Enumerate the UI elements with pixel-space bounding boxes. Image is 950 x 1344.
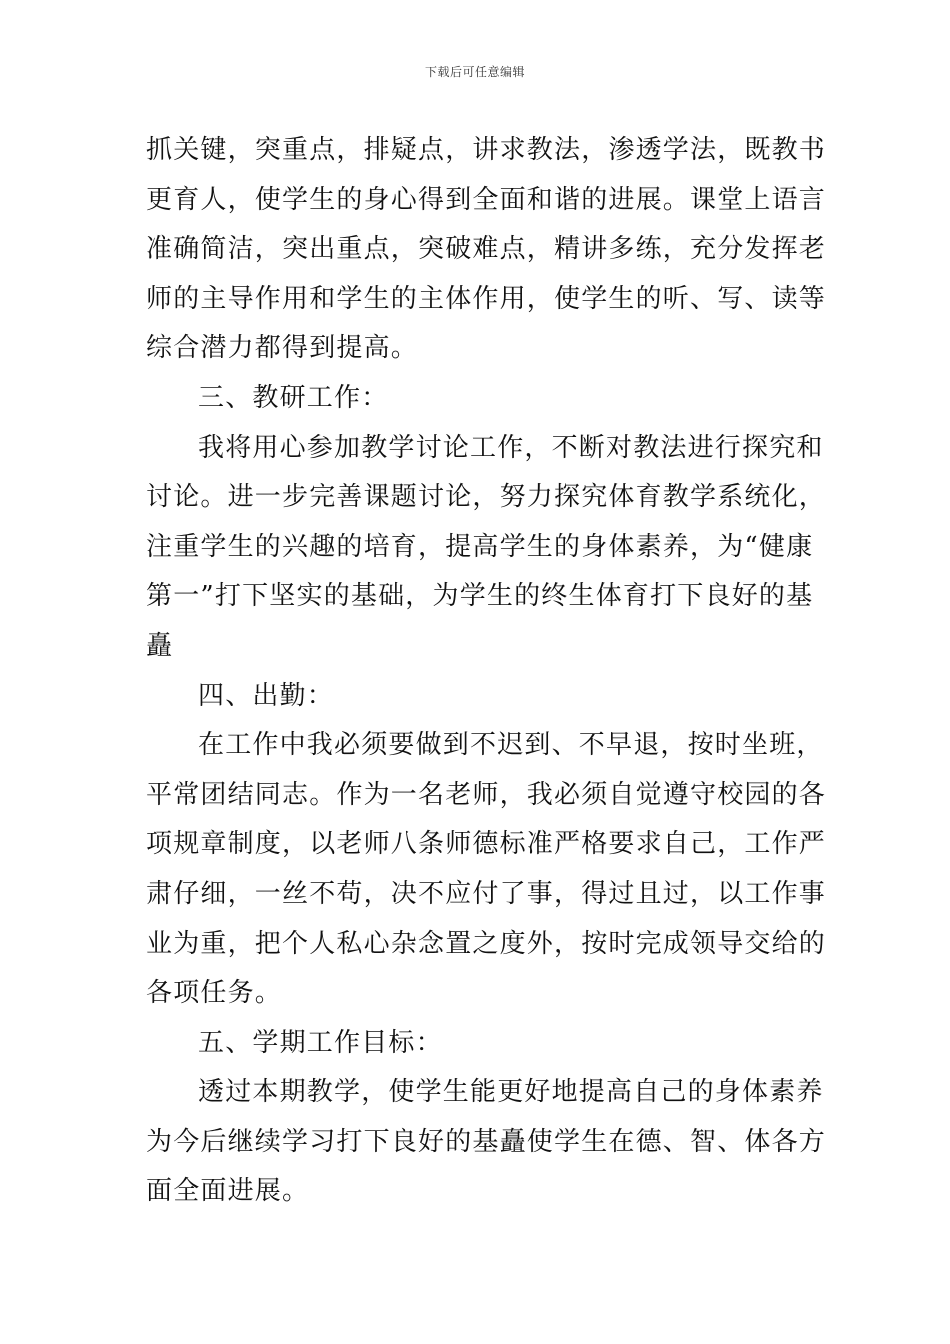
text-line: 第一”打下坚实的基础，为学生的终生体育打下良好的基 [146,581,814,612]
text-line: 更育人，使学生的身心得到全面和谐的进展。课堂上语言 [146,184,827,215]
text-line: 矗 [146,630,174,661]
text-line: 准确简洁，突出重点，突破难点，精讲多练，充分发挥老 [146,234,827,265]
text-line: 面全面进展。 [146,1176,310,1207]
text-line: 透过本期教学，使学生能更好地提高自己的身体素养 [198,1077,824,1108]
section-heading: 三、教研工作： [198,382,389,413]
document-body [146,126,827,1217]
text-line: 我将用心参加教学讨论工作，不断对教法进行探究和 [198,432,824,463]
text-line: 在工作中我必须要做到不迟到、不早退，按时坐班， [198,730,824,761]
text-line: 讨论。进一步完善课题讨论，努力探究体育教学系统化， [146,482,827,513]
paragraph-goals [146,1068,827,1217]
text-line: 综合潜力都得到提高。 [146,333,419,364]
section-heading: 四、出勤： [198,680,335,711]
section-heading-goals [146,1019,808,1069]
text-line: 注重学生的兴趣的培育，提高学生的身体素养，为“健康 [146,531,814,562]
text-line: 项规章制度，以老师八条师德标准严格要求自己，工作严 [146,829,827,860]
text-line: 平常团结同志。作为一名老师，我必须自觉遵守校园的各 [146,779,827,810]
section-heading-research [146,374,808,424]
text-line: 为今后继续学习打下良好的基矗使学生在德、智、体各方 [146,1126,827,1157]
paragraph-attendance [146,721,827,1019]
text-line: 抓关键，突重点，排疑点，讲求教法，渗透学法，既教书 [146,135,827,165]
text-line: 师的主导作用和学生的主体作用，使学生的听、写、读等 [146,283,827,314]
paragraph-research [146,424,827,672]
text-line: 业为重，把个人私心杂念置之度外，按时完成领导交给的 [146,928,827,959]
section-heading-attendance [146,672,808,722]
paragraph-teaching-method [146,126,827,374]
page-header: 下载后可任意编辑 [424,65,525,79]
text-line: 肃仔细，一丝不苟，决不应付了事，得过且过，以工作事 [146,878,827,909]
section-heading: 五、学期工作目标： [198,1027,443,1058]
text-line: 各项任务。 [146,978,283,1009]
